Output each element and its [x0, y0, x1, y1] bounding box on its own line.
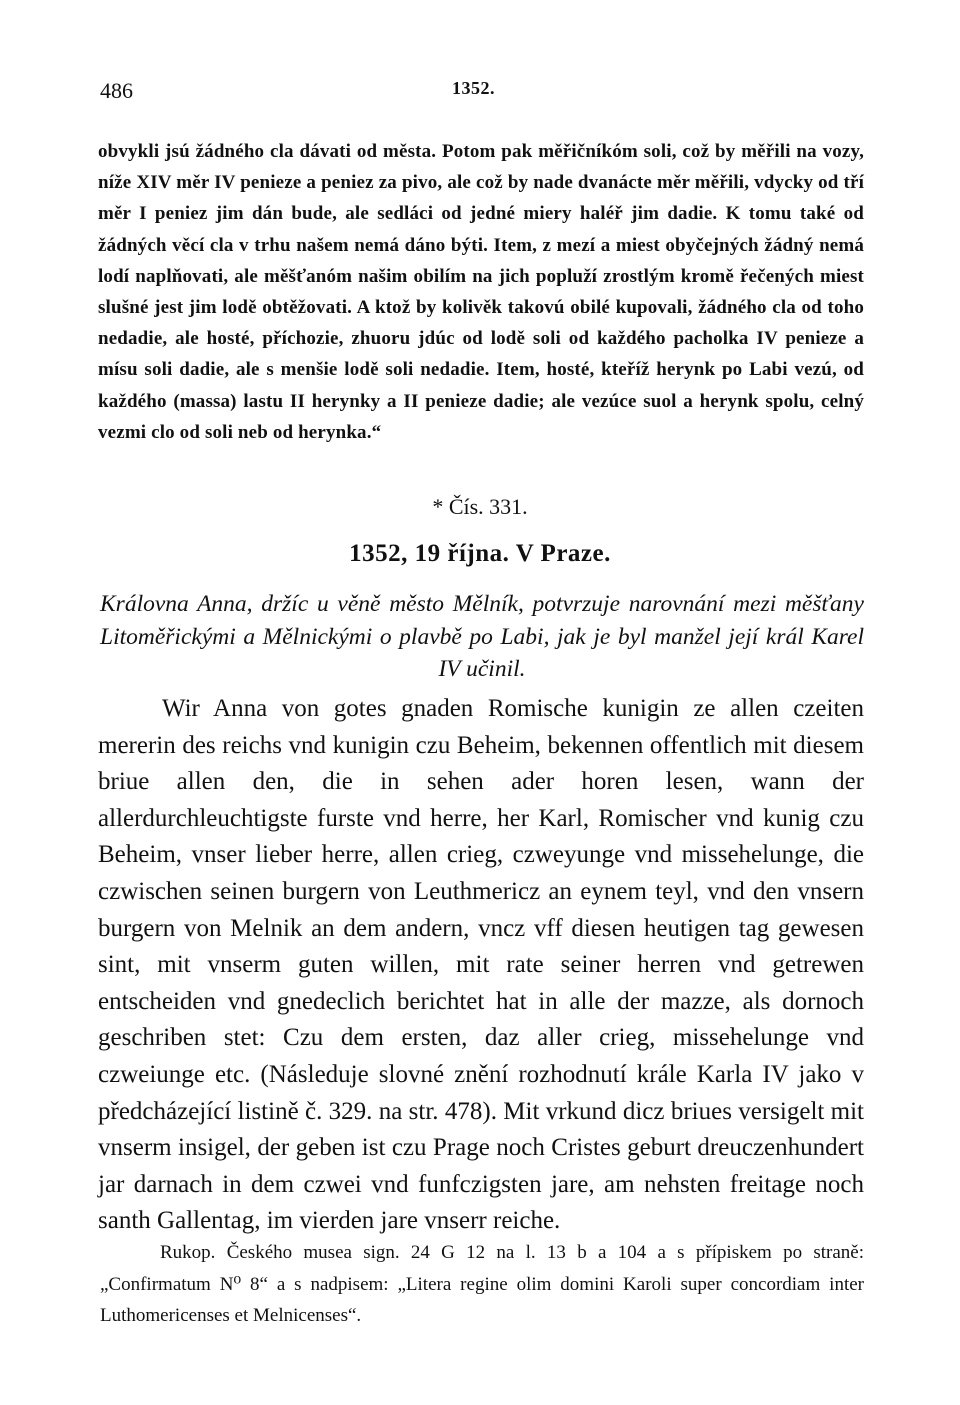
continuation-paragraph: obvykli jsú žádného cla dávati od města. Potom pak měřičníkóm soli, což by měřili na vozy, níže XIV měr IV penieze a peniez za pivo, ale což by nade dvanácte měr měřili, vdycky od tří měr I peniez jim dán bude, ale sedláci od jedné miery haléř jim dadie. K tomu také od žádných věcí cla v trhu našem nemá dáno býti. Item, z mezí a miest obyčejných žádný nemá lodí naplňovati, ale měšťanóm našim obilím na jich popluží zrostlým kromě řečených miest slušné jest jim lodě obtěžovati. A ktož by kolivěk takovú obilé kupovali, žádného cla od toho nedadie, ale hosté, příchozie, zhuoru jdúc od lodě soli od každého pacholka IV penieze a mísu soli dadie, ale s menšie lodě soli nedadie. Item, hosté, kteříž herynk po Labi vezú, od každého (massa) lastu II herynky a II penieze dadie; ale vezúce suol a herynk spolu, celný vezmi clo od soli neb od herynka.“ [98, 141, 864, 443]
document-text: Wir Anna von gotes gnaden Romische kunigin ze allen czeiten mererin des reichs vnd kunigin czu Beheim, bekennen offentlich mit diesem briue allen den, die in sehen ader horen lesen, wann der allerdurchleuchtigste furste vnd herre, her Karl, Romischer vnd kunig czu Beheim, vnser lieber herre, allen crieg, czweyunge vnd missehelunge, die czwischen seinen burgern von Leuthmericz an eynem teyl, vnd den vnsern burgern von Melnik an dem andern, vncz vff diesen heutigen tag gewesen sint, mit vnserm guten willen, mit rate seiner herren vnd getrewen entscheiden vnd gnedeclich berichtet hat in alle der mazze, als dornoch geschriben stet: Czu dem ersten, daz aller crieg, missehelunge vnd czweiunge etc. (Následuje slovné znění rozhodnutí krále Karla IV jako v předcházející listině č. 329. na str. 478). Mit vrkund dicz briues versigelt mit vnserm insigel, der geben ist czu Prage noch Cristes geburt dreuczenhundert jar darnach in dem czwei vnd funfczigsten jare, am nehsten freitage noch santh Gallentag, im vierden jare vnserr reiche. [98, 695, 864, 1235]
running-head: 1352. [452, 78, 495, 98]
document-number: * Čís. 331. [432, 494, 528, 519]
page-number: 486 [100, 78, 133, 103]
source-note: Rukop. Českého musea sign. 24 G 12 na l. 13 b a 104 a s přípiskem po straně: „Confirmatum N⁰ 8“ a s nadpisem: „Litera regine olim domini Karoli super concordiam inter Luthomericenses et Melnicenses“. [100, 1242, 864, 1326]
document-regest: Královna Anna, držíc u věně město Mělník, potvrzuje narovnání mezi měšťany Litoměřickými a Mělnickými o plavbě po Labi, jak je byl manžel její král Karel IV učinil. [100, 591, 864, 682]
document-date-place: 1352, 19 října. V Praze. [349, 540, 611, 567]
